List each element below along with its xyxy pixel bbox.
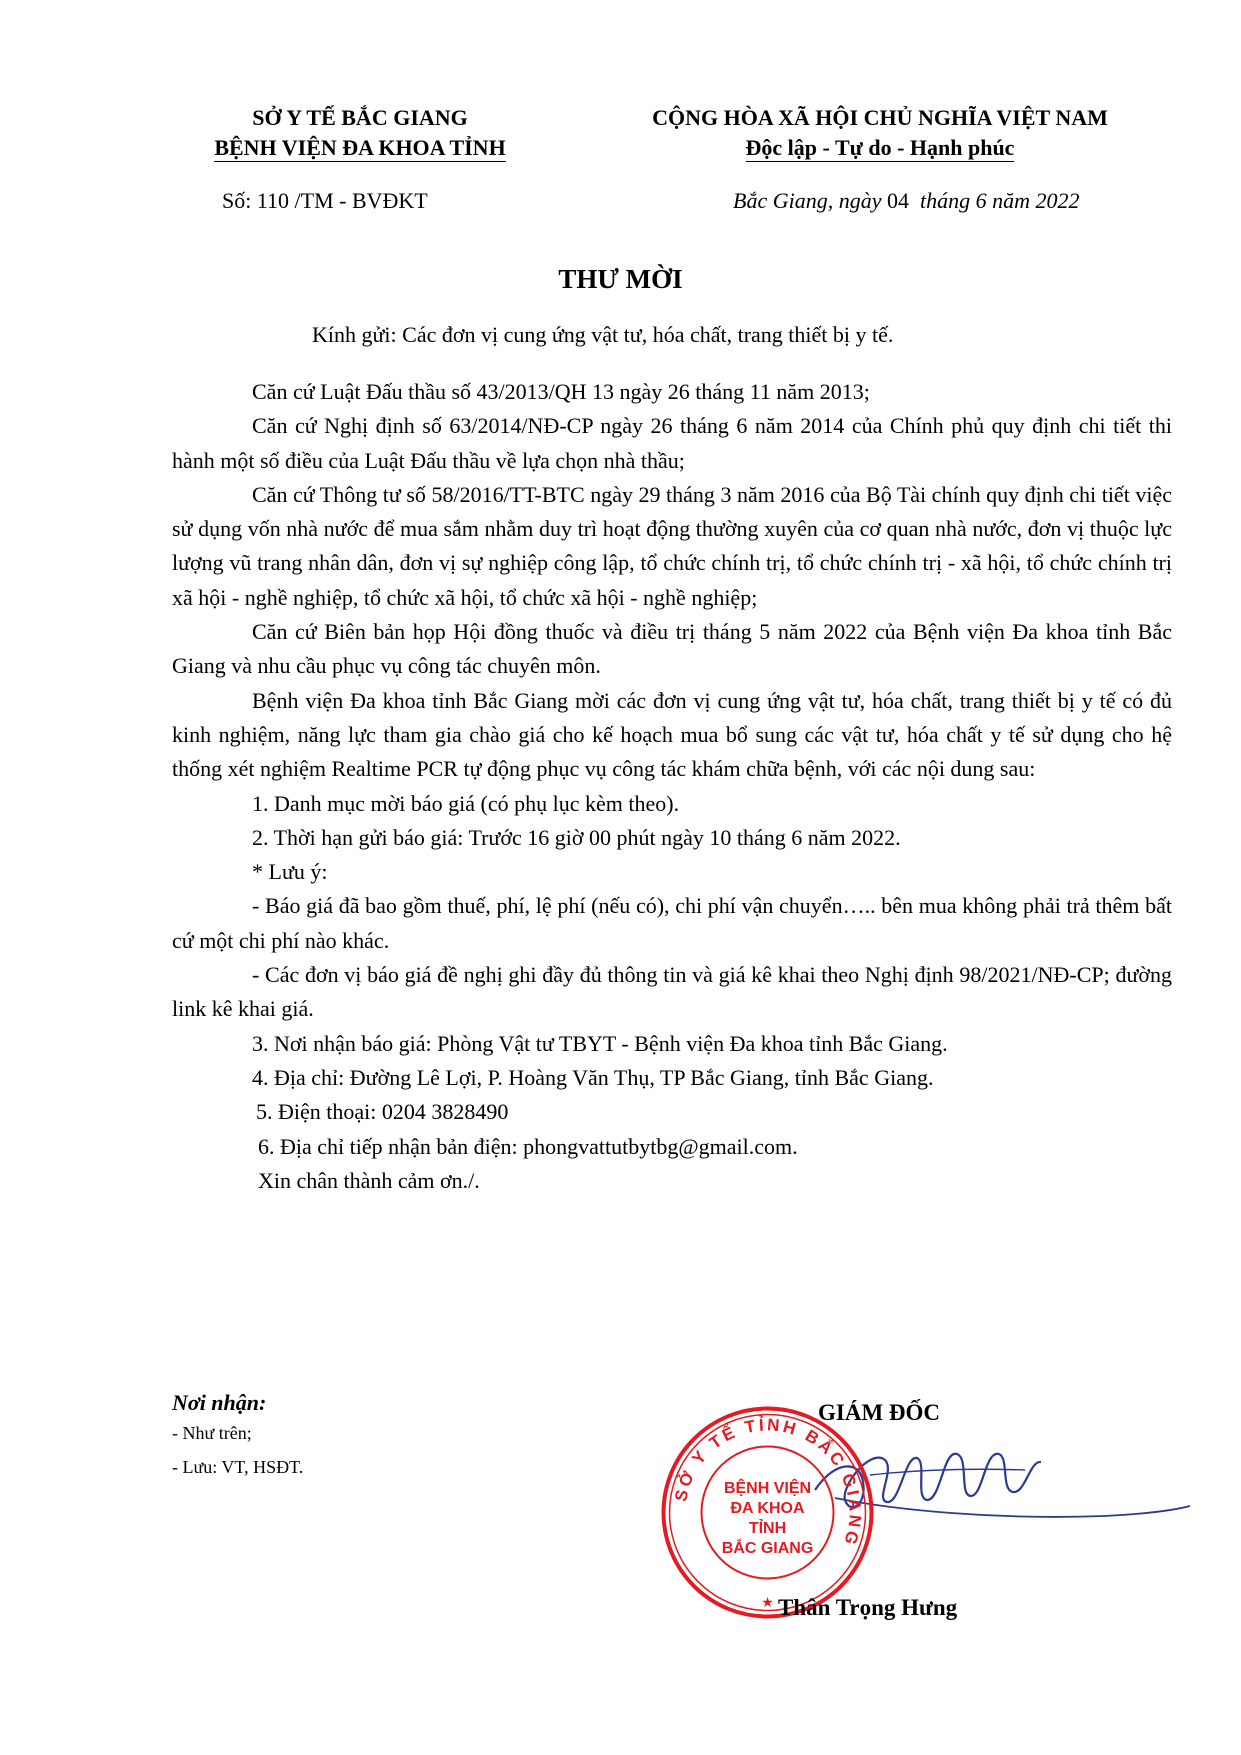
- item-4: 4. Địa chỉ: Đường Lê Lợi, P. Hoàng Văn Thụ, TP Bắc Giang, tỉnh Bắc Giang.: [252, 1064, 934, 1090]
- signer-name: Thân Trọng Hưng: [778, 1595, 958, 1620]
- date-line: [733, 188, 1079, 214]
- legal-basis-1: Căn cứ Luật Đấu thầu số 43/2013/QH 13 ngày 26 tháng 11 năm 2013;: [252, 379, 870, 404]
- legal-basis-3: Căn cứ Thông tư số 58/2016/TT-BTC ngày 29 tháng 3 năm 2016 của Bộ Tài chính quy định chi tiết việc sử dụng vốn nhà nước để mua sắm nhằm duy trì hoạt động thường xuyên của cơ quan nhà nước, đơn vị thuộc lực lượng vũ trang nhân dân, đơn vị sự nghiệp công lập, tổ chức chính trị, tổ chức chính trị - xã hội, tổ chức chính trị xã hội - nghề nghiệp, tổ chức xã hội, tổ chức xã hội - nghề nghiệp;: [172, 481, 1172, 610]
- item-3: 3. Nơi nhận báo giá: Phòng Vật tư TBYT - Bệnh viện Đa khoa tỉnh Bắc Giang.: [252, 1030, 948, 1056]
- signer-title: GIÁM ĐỐC: [818, 1400, 941, 1425]
- recipients-block: [172, 1390, 303, 1484]
- svg-text:TỈNH: TỈNH: [748, 1520, 787, 1537]
- svg-text:BỆNH VIỆN: BỆNH VIỆN: [723, 1480, 812, 1497]
- nation-name: CỘNG HÒA XÃ HỘI CHỦ NGHĨA VIỆT NAM: [652, 105, 1108, 130]
- thanks-line: Xin chân thành cảm ơn./.: [258, 1167, 480, 1193]
- document-number: Số: 110 /TM - BVĐKT: [222, 188, 428, 213]
- svg-text:★: ★: [761, 1594, 774, 1610]
- letter-body: [172, 375, 1172, 1198]
- item-1: 1. Danh mục mời báo giá (có phụ lục kèm theo).: [252, 790, 680, 816]
- document-title: THƯ MỜI: [558, 264, 683, 294]
- date-day: 04: [886, 188, 909, 213]
- item-2: 2. Thời hạn gửi báo giá: Trước 16 giờ 00 phút ngày 10 tháng 6 năm 2022.: [252, 824, 901, 850]
- official-seal-stamp: [660, 1405, 875, 1620]
- recipient-line-1: - Như trên;: [172, 1423, 252, 1443]
- item-5: 5. Điện thoại: 0204 3828490: [256, 1099, 509, 1125]
- legal-basis-4: Căn cứ Biên bản họp Hội đồng thuốc và điều trị tháng 5 năm 2022 của Bệnh viện Đa khoa tỉnh Bắc Giang và nhu cầu phục vụ công tác chuyên môn.: [172, 619, 1172, 679]
- item-6: 6. Địa chỉ tiếp nhận bản điện: phongvattutbytbg@gmail.com.: [258, 1133, 798, 1159]
- greeting: Kính gửi: Các đơn vị cung ứng vật tư, hóa chất, trang thiết bị y tế.: [312, 322, 894, 347]
- note-title: * Lưu ý:: [252, 859, 328, 885]
- legal-basis-2: Căn cứ Nghị định số 63/2014/NĐ-CP ngày 26 tháng 6 năm 2014 của Chính phủ quy định chi tiết thi hành một số điều của Luật Đấu thầu về lựa chọn nhà thầu;: [172, 413, 1172, 473]
- invitation-paragraph: Bệnh viện Đa khoa tỉnh Bắc Giang mời các đơn vị cung ứng vật tư, hóa chất, trang thiết bị y tế có đủ kinh nghiệm, năng lực tham gia chào giá cho kế hoạch mua bổ sung các vật tư, hóa chất y tế sử dụng cho hệ thống xét nghiệm Realtime PCR tự động phục vụ công tác khám chữa bệnh, với các nội dung sau:: [172, 687, 1172, 782]
- nation-header: [600, 103, 1160, 163]
- org-line-2: BỆNH VIỆN ĐA KHOA TỈNH: [214, 135, 506, 160]
- date-prefix: Bắc Giang, ngày: [733, 188, 882, 213]
- org-header: [190, 103, 530, 163]
- recipients-title: Nơi nhận:: [172, 1390, 267, 1415]
- recipient-line-2: - Lưu: VT, HSĐT.: [172, 1457, 304, 1477]
- note-2: - Các đơn vị báo giá đề nghị ghi đầy đủ thông tin và giá kê khai theo Nghị định 98/2021/NĐ-CP; đường link kê khai giá.: [172, 962, 1172, 1022]
- svg-text:BẮC GIANG: BẮC GIANG: [721, 1540, 814, 1557]
- note-1: - Báo giá đã bao gồm thuế, phí, lệ phí (nếu có), chi phí vận chuyển….. bên mua không phải trả thêm bất cứ một chi phí nào khác.: [172, 893, 1172, 953]
- motto: Độc lập - Tự do - Hạnh phúc: [745, 135, 1015, 160]
- date-suffix: tháng 6 năm 2022: [919, 188, 1080, 213]
- svg-text:SỞ Y TẾ TỈNH BẮC GIANG: SỞ Y TẾ TỈNH BẮC GIANG: [671, 1415, 865, 1550]
- org-line-1: SỞ Y TẾ BẮC GIANG: [252, 105, 468, 130]
- svg-text:ĐA KHOA: ĐA KHOA: [730, 1500, 805, 1517]
